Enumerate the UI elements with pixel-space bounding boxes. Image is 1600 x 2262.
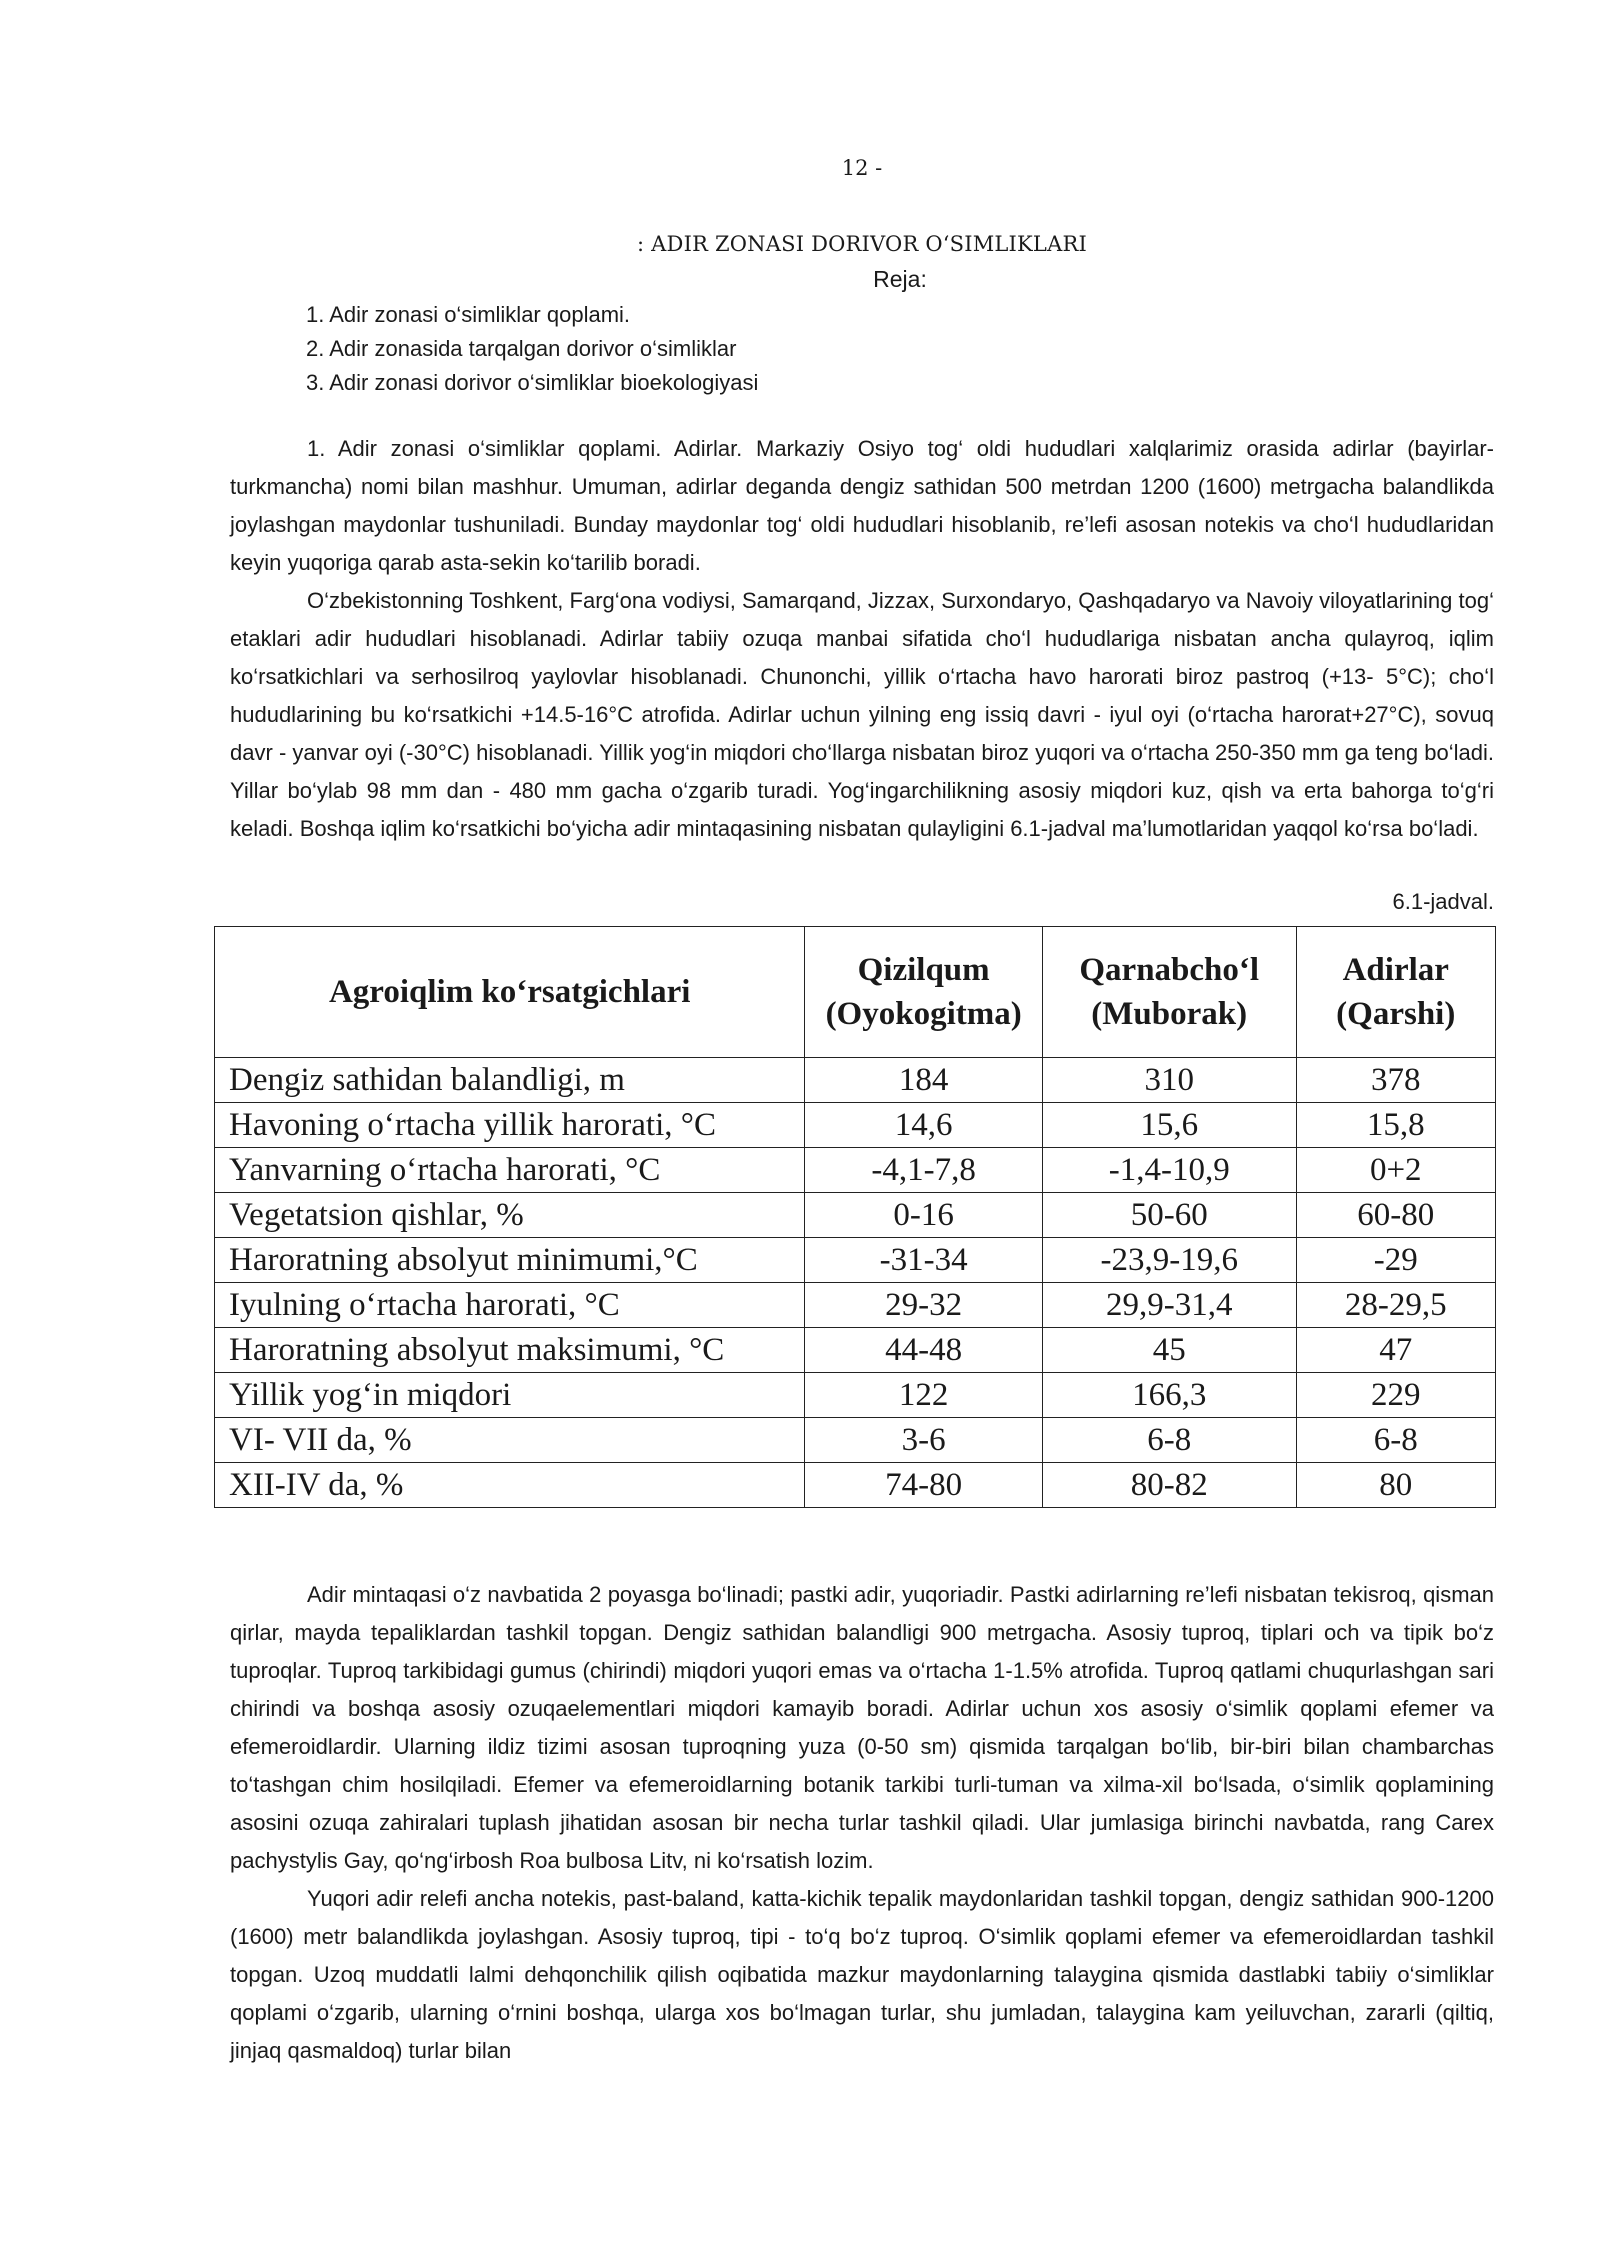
cell: 6-8 <box>1296 1418 1495 1463</box>
cell: 6-8 <box>1042 1418 1296 1463</box>
plan-list <box>306 298 758 400</box>
intro-text <box>230 430 1494 848</box>
cell: 29-32 <box>805 1283 1043 1328</box>
table-row <box>215 1418 1496 1463</box>
cell: 166,3 <box>1042 1373 1296 1418</box>
table-row <box>215 1328 1496 1373</box>
paragraph: 1. Adir zonasi o‘simliklar qoplami. Adirlar. Markaziy Osiyo tog‘ oldi hududlari xalqlarimiz orasida adirlar (bayirlar-turkmancha) nomi bilan mashhur. Umuman, adirlar deganda dengiz sathidan 500 metrdan 1200 (1600) metrgacha balandlikda joylashgan maydonlar tushuniladi. Bunday maydonlar tog‘ oldi hududlari hisoblanib, re’lefi asosan notekis va cho‘l hududlaridan keyin yuqoriga qarab asta-sekin ko‘tarilib boradi. <box>230 436 1494 575</box>
cell: 378 <box>1296 1058 1495 1103</box>
header-cell: Qarnabcho‘l (Muborak) <box>1042 927 1296 1058</box>
paragraph: Adir mintaqasi o‘z navbatida 2 poyasga bo‘linadi; pastki adir, yuqoriadir. Pastki adirlarning re’lefi nisbatan tekisroq, qisman qirlar, mayda tepaliklardan tashkil topgan. Dengiz sathidan balandligi 900 metrgacha. Asosiy tuproq, tiplari och va tipik bo‘z tuproqlar. Tuproq tarkibidagi gumus (chirindi) miqdori yuqori emas va o‘rtacha 1-1.5% atrofida. Tuproq qatlami chuqurlashgan sari chirindi va boshqa asosiy ozuqaelementlari miqdori kamayib boradi. Adirlar uchun xos asosiy o‘simlik qoplami efemer va efemeroidlardir. Ularning ildiz tizimi asosan tuproqning yuza (0-50 sm) qismida tarqalgan bo‘lib, bir-biri bilan chambarchas to‘tashgan chim hosilqiladi. Efemer va efemeroidlarning botanik tarkibi turli-tuman va xilma-xil bo‘lsada, o‘simlik qoplamining asosini ozuqa zahiralari tuplash jihatidan asosan bir necha turlar tashkil qiladi. Ular jumlasiga birinchi navbatda, rang Carex pachystylis Gay, qo‘ng‘irbosh Roa bulbosa Litv, ni ko‘rsatish lozim. <box>230 1582 1494 1873</box>
page-number: 12 - <box>841 156 883 180</box>
cell: -29 <box>1296 1238 1495 1283</box>
cell: 60-80 <box>1296 1193 1495 1238</box>
cell: -4,1-7,8 <box>805 1148 1043 1193</box>
cell: 45 <box>1042 1328 1296 1373</box>
row-label: Haroratning absolyut maksimumi, °C <box>215 1328 805 1373</box>
body-text <box>230 1576 1494 2070</box>
row-label: Iyulning o‘rtacha harorati, °C <box>215 1283 805 1328</box>
cell: 28-29,5 <box>1296 1283 1495 1328</box>
cell: 310 <box>1042 1058 1296 1103</box>
plan-item: 1. Adir zonasi o‘simliklar qoplami. <box>306 302 631 327</box>
cell: -31-34 <box>805 1238 1043 1283</box>
header-cell: Qizilqum (Oyokogitma) <box>805 927 1043 1058</box>
row-label: Dengiz sathidan balandligi, m <box>215 1058 805 1103</box>
table-row <box>215 1193 1496 1238</box>
plan-heading: Reja: <box>873 266 927 292</box>
cell: 3-6 <box>805 1418 1043 1463</box>
cell: -23,9-19,6 <box>1042 1238 1296 1283</box>
cell: 47 <box>1296 1328 1495 1373</box>
table-row <box>215 1103 1496 1148</box>
paragraph: O‘zbekistonning Toshkent, Farg‘ona vodiysi, Samarqand, Jizzax, Surxondaryo, Qashqadaryo va Navoiy viloyatlarining tog‘ etaklari adir hududlari hisoblanadi. Adirlar tabiiy ozuqa manbai sifatida cho‘l hududlariga nisbatan ancha qulayroq, iqlim ko‘rsatkichlari va serhosilroq yaylovlar hisoblanadi. Chunonchi, yillik o‘rtacha havo harorati biroz pastroq (+13- 5°C); cho‘l hududlarining bu ko‘rsatkichi +14.5-16°C atrofida. Adirlar uchun yilning eng issiq davri - iyul oyi (o‘rtacha harorat+27°C), sovuq davr - yanvar oyi (-30°C) hisoblanadi. Yillik yog‘in miqdori cho‘llarga nisbatan biroz yuqori va o‘rtacha 250-350 mm ga teng bo‘ladi. Yillar bo‘ylab 98 mm dan - 480 mm gacha o‘zgarib turadi. Yog‘ingarchilikning asosiy miqdori kuz, qish va erta bahorga to‘g‘ri keladi. Boshqa iqlim ko‘rsatkichi bo‘yicha adir mintaqasining nisbatan qulayligini 6.1-jadval ma’lumotlaridan yaqqol ko‘rsa bo‘ladi. <box>230 588 1494 841</box>
table-row <box>215 1463 1496 1508</box>
row-label: VI- VII da, % <box>215 1418 805 1463</box>
table-row <box>215 1373 1496 1418</box>
row-label: Yanvarning o‘rtacha harorati, °C <box>215 1148 805 1193</box>
table-row <box>215 1058 1496 1103</box>
cell: 80 <box>1296 1463 1495 1508</box>
table-header-row <box>215 927 1496 1058</box>
cell: 74-80 <box>805 1463 1043 1508</box>
cell: 122 <box>805 1373 1043 1418</box>
cell: 44-48 <box>805 1328 1043 1373</box>
table-row <box>215 1283 1496 1328</box>
cell: -1,4-10,9 <box>1042 1148 1296 1193</box>
cell: 80-82 <box>1042 1463 1296 1508</box>
table-caption: 6.1-jadval. <box>1392 889 1494 914</box>
row-label: Vegetatsion qishlar, % <box>215 1193 805 1238</box>
plan-item: 2. Adir zonasida tarqalgan dorivor o‘simliklar <box>306 336 737 361</box>
cell: 14,6 <box>805 1103 1043 1148</box>
plan-item: 3. Adir zonasi dorivor o‘simliklar bioekologiyasi <box>306 370 759 395</box>
agroclimate-table <box>214 926 1496 1508</box>
header-cell: Adirlar (Qarshi) <box>1296 927 1495 1058</box>
cell: 50-60 <box>1042 1193 1296 1238</box>
header-cell: Agroiqlim ko‘rsatgichlari <box>215 927 805 1058</box>
row-label: Havoning o‘rtacha yillik harorati, °C <box>215 1103 805 1148</box>
cell: 15,6 <box>1042 1103 1296 1148</box>
row-label: Yillik yog‘in miqdori <box>215 1373 805 1418</box>
row-label: XII-IV da, % <box>215 1463 805 1508</box>
cell: 29,9-31,4 <box>1042 1283 1296 1328</box>
cell: 15,8 <box>1296 1103 1495 1148</box>
cell: 184 <box>805 1058 1043 1103</box>
paragraph: Yuqori adir relefi ancha notekis, past-baland, katta-kichik tepalik maydonlaridan tashkil topgan, dengiz sathidan 900-1200 (1600) metr balandlikda joylashgan. Asosiy tuproq, tipi - to‘q bo‘z tuproq. O‘simlik qoplami efemer va efemeroidlardan tashkil topgan. Uzoq muddatli lalmi dehqonchilik qilish oqibatida mazkur maydonlarning talaygina qismida dastlabki tabiiy o‘simliklar qoplami o‘zgarib, ularning o‘rnini boshqa, ularga xos bo‘lmagan turlar, shu jumladan, talaygina kam yeiluvchan, zararli (qiltiq, jinjaq qasmaldoq) turlar bilan <box>230 1886 1494 2063</box>
cell: 0-16 <box>805 1193 1043 1238</box>
table-row <box>215 1148 1496 1193</box>
chapter-title: : ADIR ZONASI DORIVOR O‘SIMLIKLARI <box>637 232 1087 256</box>
cell: 229 <box>1296 1373 1495 1418</box>
row-label: Haroratning absolyut minimumi,°C <box>215 1238 805 1283</box>
cell: 0+2 <box>1296 1148 1495 1193</box>
table-row <box>215 1238 1496 1283</box>
